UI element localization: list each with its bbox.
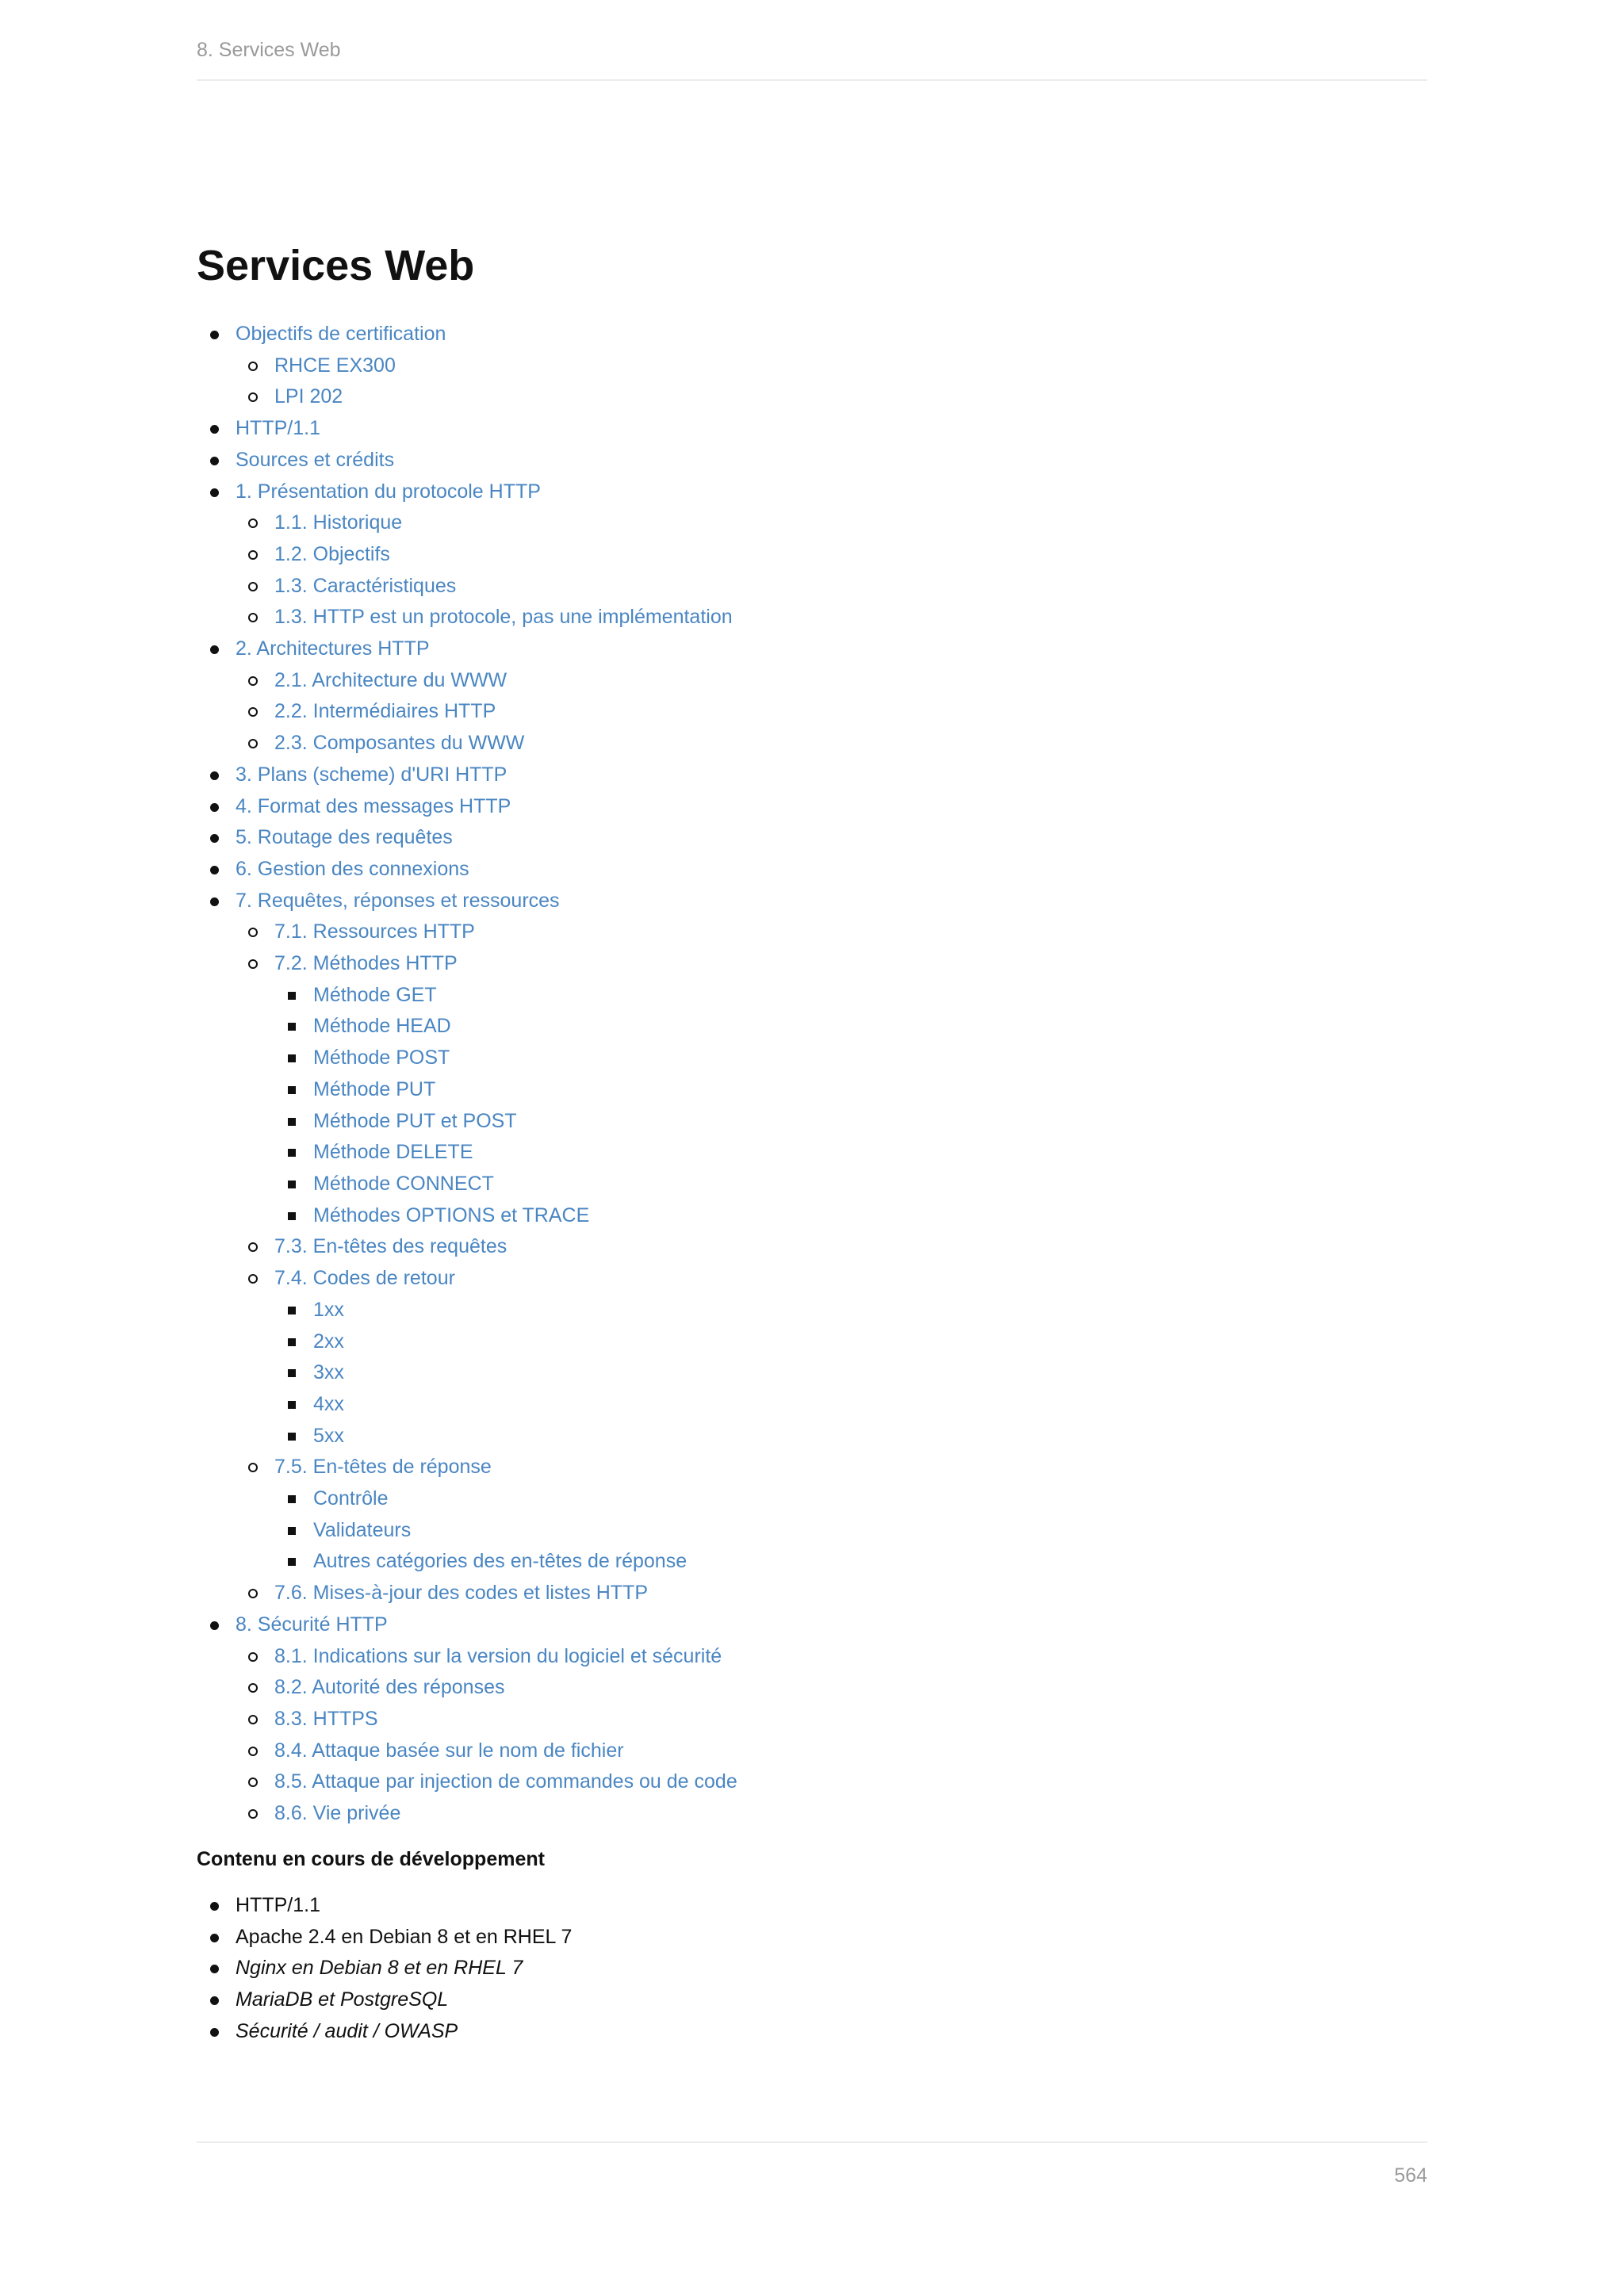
square-bullet-icon: [288, 1307, 296, 1314]
toc-link[interactable]: 2. Architectures HTTP: [236, 637, 430, 660]
toc-sublist: [274, 1295, 1307, 1452]
toc-link[interactable]: Autres catégories des en-têtes de réponse: [313, 1550, 688, 1573]
dev-list-item-label: HTTP/1.1: [236, 1894, 320, 1916]
disc-bullet-icon: [210, 834, 219, 843]
disc-bullet-icon: [210, 331, 219, 339]
toc-sublist: [236, 507, 1307, 633]
circle-bullet-icon: [248, 959, 258, 969]
toc-link[interactable]: 1.1. Historique: [274, 511, 403, 534]
circle-bullet-icon: [248, 1777, 258, 1787]
toc-link[interactable]: RHCE EX300: [274, 354, 396, 377]
toc-link[interactable]: 1.3. Caractéristiques: [274, 574, 457, 597]
running-header-title: 8. Services Web: [197, 39, 341, 61]
toc-link[interactable]: 7.6. Mises-à-jour des codes et listes HTTP: [274, 1582, 648, 1605]
toc-link[interactable]: Sources et crédits: [236, 448, 395, 471]
circle-bullet-icon: [248, 613, 258, 622]
toc-item-level-3: [274, 1326, 1307, 1358]
toc-link[interactable]: 8.4. Attaque basée sur le nom de fichier: [274, 1739, 624, 1762]
toc-item-level-3: [274, 1546, 1307, 1578]
toc-link[interactable]: 8.3. HTTPS: [274, 1707, 378, 1730]
disc-bullet-icon: [210, 771, 219, 780]
running-header: [197, 36, 1427, 81]
toc-link[interactable]: Méthode PUT et POST: [313, 1109, 517, 1132]
circle-bullet-icon: [248, 1589, 258, 1598]
toc-link[interactable]: Méthodes OPTIONS et TRACE: [313, 1203, 590, 1226]
toc-item-level-2: [236, 1672, 1307, 1704]
toc-link[interactable]: 7.1. Ressources HTTP: [274, 920, 475, 943]
dev-content-list: [197, 1890, 1307, 2048]
square-bullet-icon: [288, 1401, 296, 1409]
toc-item-level-3: [274, 980, 1307, 1012]
toc-item-level-2: [236, 696, 1307, 728]
circle-bullet-icon: [248, 1463, 258, 1472]
toc-link[interactable]: 3xx: [313, 1361, 344, 1384]
toc-item-level-3: [274, 1011, 1307, 1043]
toc-item-level-2: [236, 539, 1307, 571]
toc-link[interactable]: 5xx: [313, 1424, 344, 1447]
toc-link[interactable]: 7.2. Méthodes HTTP: [274, 952, 458, 975]
running-footer: [197, 2141, 1427, 2187]
disc-bullet-icon: [210, 425, 219, 434]
table-of-contents: [197, 319, 1307, 1830]
circle-bullet-icon: [248, 550, 258, 560]
page-number: 564: [1394, 2164, 1427, 2187]
square-bullet-icon: [288, 1118, 296, 1126]
toc-item-level-2: [236, 381, 1307, 413]
toc-link[interactable]: HTTP/1.1: [236, 417, 320, 440]
disc-bullet-icon: [210, 1621, 219, 1630]
toc-item-level-2: [236, 350, 1307, 382]
circle-bullet-icon: [248, 1652, 258, 1662]
toc-link[interactable]: Méthode PUT: [313, 1077, 436, 1100]
toc-link[interactable]: 1.2. Objectifs: [274, 542, 390, 565]
toc-item-level-3: [274, 1106, 1307, 1138]
toc-item-level-2: [236, 602, 1307, 633]
toc-link[interactable]: 7.4. Codes de retour: [274, 1267, 455, 1290]
document-page: [197, 0, 1427, 2296]
dev-section-heading: Contenu en cours de développement: [197, 1848, 545, 1870]
toc-link[interactable]: 4. Format des messages HTTP: [236, 794, 511, 817]
toc-item-level-3: [274, 1137, 1307, 1169]
square-bullet-icon: [288, 1433, 296, 1441]
toc-link[interactable]: 5. Routage des requêtes: [236, 826, 453, 849]
circle-bullet-icon: [248, 928, 258, 937]
toc-link[interactable]: Méthode POST: [313, 1047, 450, 1070]
dev-list-item-label: Nginx en Debian 8 et en RHEL 7: [236, 1957, 523, 1980]
toc-item-level-3: [274, 1200, 1307, 1232]
toc-sublist: [274, 1483, 1307, 1578]
toc-link[interactable]: 7. Requêtes, réponses et ressources: [236, 889, 560, 912]
toc-link[interactable]: 1.3. HTTP est un protocole, pas une implémentation: [274, 606, 733, 629]
toc-link[interactable]: 2.1. Architecture du WWW: [274, 668, 508, 691]
toc-link[interactable]: Méthode GET: [313, 983, 437, 1006]
toc-item-level-3: [274, 1357, 1307, 1389]
toc-link[interactable]: 8.2. Autorité des réponses: [274, 1676, 505, 1699]
toc-item-level-3: [274, 1169, 1307, 1200]
toc-item-level-2: [236, 571, 1307, 603]
toc-sublist: [236, 665, 1307, 760]
toc-item-level-2: [236, 1766, 1307, 1798]
circle-bullet-icon: [248, 362, 258, 371]
toc-item-level-2: [236, 728, 1307, 760]
toc-link[interactable]: 3. Plans (scheme) d'URI HTTP: [236, 763, 508, 786]
toc-sublist: [236, 916, 1307, 1609]
square-bullet-icon: [288, 1149, 296, 1157]
toc-item-level-2: [236, 507, 1307, 539]
dev-list-item: [197, 1890, 1307, 1922]
toc-link[interactable]: 2.3. Composantes du WWW: [274, 732, 525, 755]
toc-link[interactable]: Méthode DELETE: [313, 1141, 473, 1164]
disc-bullet-icon: [210, 1996, 219, 2005]
dev-list-item: [197, 1953, 1307, 1984]
circle-bullet-icon: [248, 739, 258, 748]
toc-link[interactable]: 8.1. Indications sur la version du logiciel et sécurité: [274, 1644, 722, 1667]
toc-item-level-2: [236, 948, 1307, 1231]
toc-link[interactable]: Contrôle: [313, 1487, 389, 1510]
toc-link[interactable]: Méthode HEAD: [313, 1015, 451, 1038]
toc-item-level-3: [274, 1483, 1307, 1515]
disc-bullet-icon: [210, 1902, 219, 1911]
toc-item-level-1: [197, 413, 1307, 445]
toc-link[interactable]: Méthode CONNECT: [313, 1172, 494, 1195]
toc-link[interactable]: 8. Sécurité HTTP: [236, 1613, 388, 1636]
toc-item-level-3: [274, 1389, 1307, 1421]
disc-bullet-icon: [210, 2028, 219, 2037]
toc-sublist: [236, 1641, 1307, 1830]
toc-item-level-1: [197, 854, 1307, 886]
toc-item-level-2: [236, 1798, 1307, 1830]
square-bullet-icon: [288, 1054, 296, 1062]
square-bullet-icon: [288, 1558, 296, 1566]
toc-link[interactable]: 7.5. En-têtes de réponse: [274, 1456, 492, 1479]
toc-sublist: [236, 350, 1307, 413]
disc-bullet-icon: [210, 645, 219, 654]
square-bullet-icon: [288, 1369, 296, 1377]
toc-item-level-2: [236, 1452, 1307, 1578]
toc-link[interactable]: 8.5. Attaque par injection de commandes ou de code: [274, 1770, 737, 1793]
toc-item-level-2: [236, 1231, 1307, 1263]
circle-bullet-icon: [248, 519, 258, 528]
circle-bullet-icon: [248, 392, 258, 402]
square-bullet-icon: [288, 1023, 296, 1031]
toc-item-level-2: [236, 1641, 1307, 1673]
toc-item-level-2: [236, 1263, 1307, 1452]
disc-bullet-icon: [210, 803, 219, 812]
toc-link[interactable]: LPI 202: [274, 385, 343, 408]
dev-list-item: [197, 1922, 1307, 1954]
toc-sublist: [274, 980, 1307, 1232]
circle-bullet-icon: [248, 582, 258, 591]
toc-item-level-1: [197, 1609, 1307, 1830]
toc-item-level-1: [197, 886, 1307, 1609]
toc-item-level-3: [274, 1421, 1307, 1452]
toc-item-level-3: [274, 1515, 1307, 1547]
toc-item-level-2: [236, 1704, 1307, 1735]
toc-item-level-1: [197, 760, 1307, 791]
toc-link[interactable]: Objectifs de certification: [236, 323, 446, 345]
circle-bullet-icon: [248, 1809, 258, 1819]
toc-item-level-2: [236, 1735, 1307, 1767]
page-title: Services Web: [197, 242, 475, 289]
toc-item-level-2: [236, 665, 1307, 697]
square-bullet-icon: [288, 992, 296, 1000]
disc-bullet-icon: [210, 1934, 219, 1942]
toc-link[interactable]: 4xx: [313, 1392, 344, 1415]
square-bullet-icon: [288, 1181, 296, 1188]
toc-item-level-1: [197, 445, 1307, 476]
toc-item-level-2: [236, 1578, 1307, 1609]
circle-bullet-icon: [248, 1274, 258, 1284]
square-bullet-icon: [288, 1212, 296, 1220]
toc-item-level-3: [274, 1043, 1307, 1074]
circle-bullet-icon: [248, 1242, 258, 1252]
toc-item-level-1: [197, 822, 1307, 854]
square-bullet-icon: [288, 1527, 296, 1535]
toc-item-level-2: [236, 916, 1307, 948]
toc-item-level-3: [274, 1295, 1307, 1326]
circle-bullet-icon: [248, 1747, 258, 1756]
dev-list-item-label: MariaDB et PostgreSQL: [236, 1988, 449, 2011]
circle-bullet-icon: [248, 1715, 258, 1724]
toc-item-level-1: [197, 633, 1307, 760]
toc-link[interactable]: 7.3. En-têtes des requêtes: [274, 1235, 508, 1258]
toc-item-level-3: [274, 1074, 1307, 1106]
disc-bullet-icon: [210, 1965, 219, 1973]
disc-bullet-icon: [210, 897, 219, 906]
dev-list-item-label: Apache 2.4 en Debian 8 et en RHEL 7: [236, 1925, 573, 1948]
toc-link[interactable]: 2xx: [313, 1330, 344, 1353]
toc-item-level-1: [197, 319, 1307, 413]
dev-list-item-label: Sécurité / audit / OWASP: [236, 2019, 458, 2042]
toc-link[interactable]: 8.6. Vie privée: [274, 1802, 401, 1825]
disc-bullet-icon: [210, 866, 219, 874]
toc-item-level-1: [197, 791, 1307, 823]
circle-bullet-icon: [248, 1683, 258, 1693]
square-bullet-icon: [288, 1495, 296, 1503]
toc-link[interactable]: 2.2. Intermédiaires HTTP: [274, 700, 496, 723]
circle-bullet-icon: [248, 707, 258, 717]
square-bullet-icon: [288, 1086, 296, 1094]
circle-bullet-icon: [248, 676, 258, 686]
square-bullet-icon: [288, 1338, 296, 1346]
disc-bullet-icon: [210, 457, 219, 465]
toc-link[interactable]: 6. Gestion des connexions: [236, 857, 469, 880]
dev-list-item: [197, 1984, 1307, 2016]
dev-list-item: [197, 2016, 1307, 2048]
toc-item-level-1: [197, 476, 1307, 634]
toc-link[interactable]: 1. Présentation du protocole HTTP: [236, 480, 541, 503]
toc-link[interactable]: 1xx: [313, 1298, 344, 1321]
disc-bullet-icon: [210, 488, 219, 497]
toc-link[interactable]: Validateurs: [313, 1518, 412, 1541]
